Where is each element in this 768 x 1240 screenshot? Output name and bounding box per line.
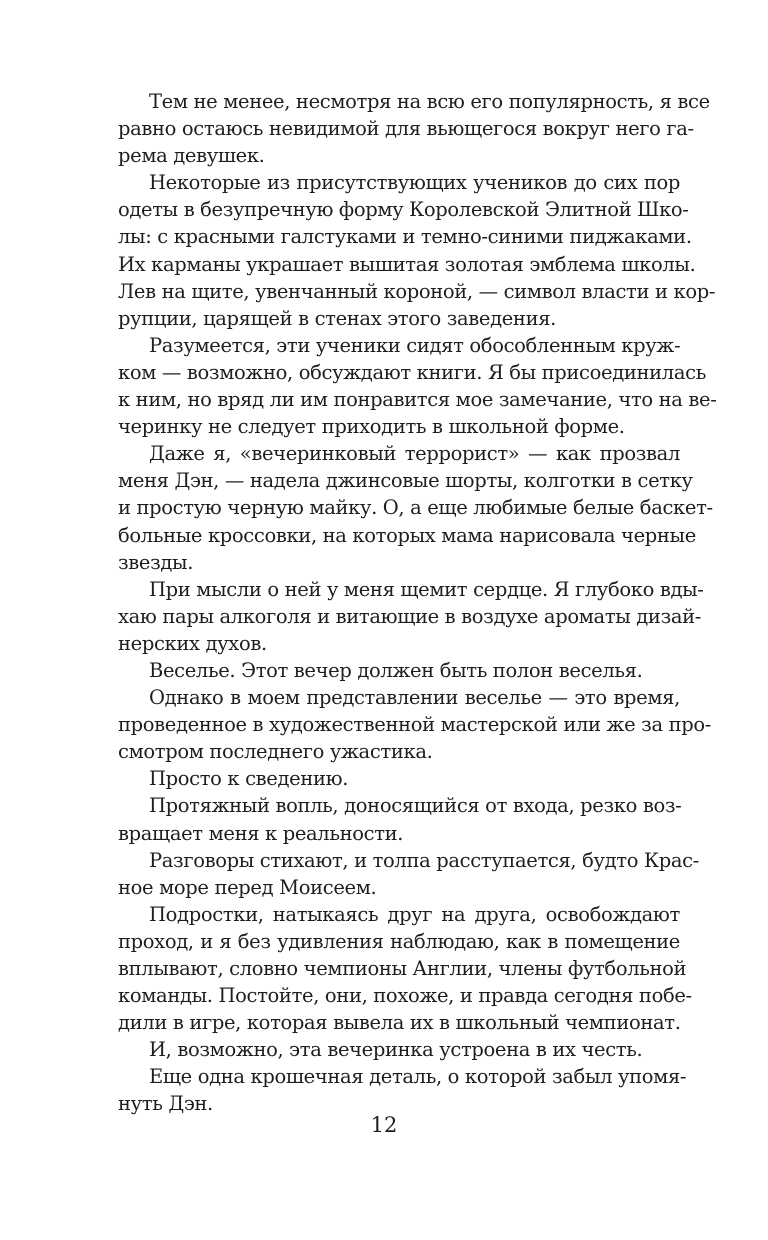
text-line: вплывают, словно чемпионы Англии, члены футбольной <box>118 957 687 980</box>
text-line: Просто к сведению. <box>149 767 349 791</box>
text-line: Веселье. Этот вечер должен быть полон веселья. <box>149 658 643 682</box>
text-line: Даже я, «вечеринковый террорист» — как прозвал <box>149 442 680 466</box>
text-line: хаю пары алкоголя и витающие в воздухе ароматы дизай- <box>118 604 702 628</box>
text-line: Некоторые из присутствующих учеников до сих пор <box>149 171 680 195</box>
text-line: Лев на щите, увенчанный короной, — символ власти и кор- <box>118 279 716 303</box>
text-line: рема девушек. <box>118 144 265 168</box>
text-line: лы: с красными галстуками и темно-синими пиджаками. <box>118 225 692 249</box>
text-line: звезды. <box>118 550 194 574</box>
text-line: И, возможно, эта вечеринка устроена в их честь. <box>149 1038 643 1062</box>
text-line: нерских духов. <box>118 631 267 655</box>
text-line: Протяжный вопль, доносящийся от входа, резко воз- <box>149 794 682 818</box>
text-line: Их карманы украшает вышитая золотая эмблема школы. <box>118 252 696 276</box>
text-line: нуть Дэн. <box>118 1092 213 1116</box>
text-line: Подростки, натыкаясь друг на друга, освобождают <box>149 902 680 926</box>
page-number: 12 <box>370 1113 398 1137</box>
text-line: При мысли о ней у меня щемит сердце. Я глубоко вды- <box>149 577 704 601</box>
text-line: смотром последнего ужастика. <box>118 740 433 764</box>
text-line: больные кроссовки, на которых мама нарисовала черные <box>118 523 696 547</box>
text-line: черинку не следует приходить в школьной форме. <box>118 415 625 439</box>
text-line: к ним, но вряд ли им понравится мое замечание, что на ве- <box>118 388 717 412</box>
text-line: Еще одна крошечная деталь, о которой забыл упомя- <box>149 1065 687 1089</box>
text-line: Тем не менее, несмотря на всю его популярность, я все <box>149 90 710 113</box>
text-line: Разумеется, эти ученики сидят обособленным круж- <box>149 333 681 357</box>
text-line: вращает меня к реальности. <box>118 821 404 845</box>
text-line: одеты в безупречную форму Королевской Элитной Шко- <box>118 198 689 222</box>
text-line: проход, и я без удивления наблюдаю, как в помещение <box>118 929 680 953</box>
text-line: Однако в моем представлении веселье — это время, <box>149 686 680 710</box>
text-line: равно остаюсь невидимой для вьющегося вокруг него га- <box>118 117 694 141</box>
body-text <box>118 88 717 1118</box>
text-line: меня Дэн, — надела джинсовые шорты, колготки в сетку <box>118 469 693 493</box>
text-line: Разговоры стихают, и толпа расступается, будто Крас- <box>149 848 699 872</box>
text-line: ком — возможно, обсуждают книги. Я бы присоединилась <box>118 360 706 384</box>
text-line: команды. Постойте, они, похоже, и правда сегодня побе- <box>118 984 692 1008</box>
text-line: проведенное в художественной мастерской или же за про- <box>118 713 711 737</box>
text-line: рупции, царящей в стенах этого заведения. <box>118 306 557 330</box>
text-line: дили в игре, которая вывела их в школьный чемпионат. <box>118 1011 681 1035</box>
text-line: и простую черную майку. О, а еще любимые белые баскет- <box>118 496 713 520</box>
text-line: ное море перед Моисеем. <box>118 875 377 899</box>
